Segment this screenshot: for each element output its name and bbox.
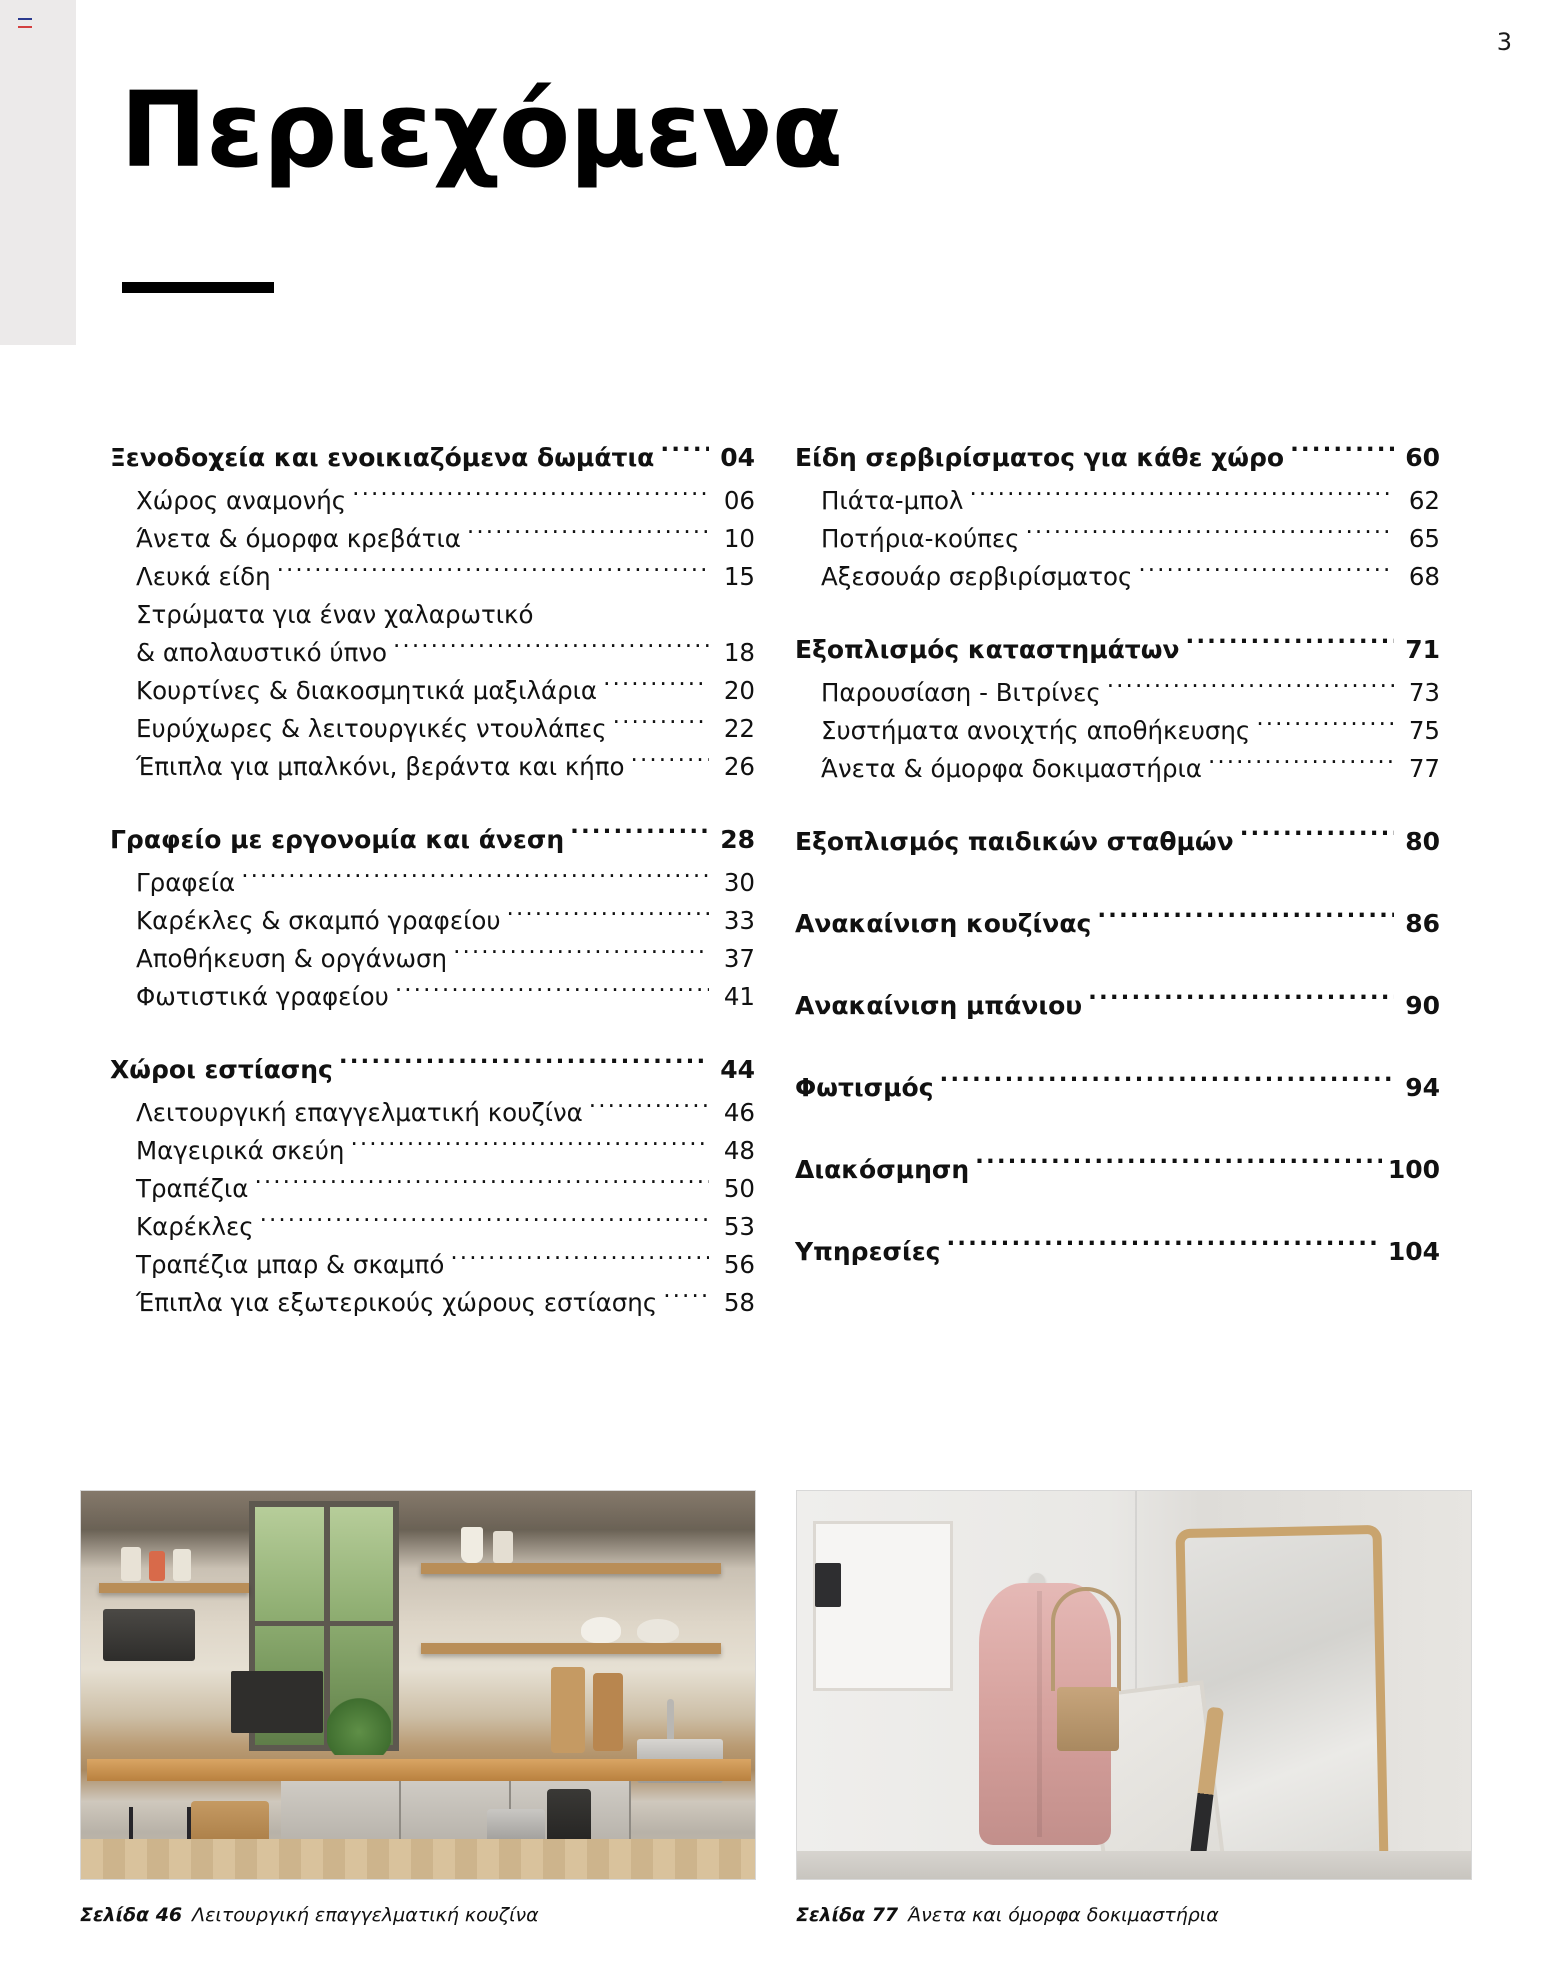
shelf: [99, 1583, 249, 1593]
toc-entry-label: Κουρτίνες & διακοσμητικά μαξιλάρια: [136, 676, 598, 705]
jar: [173, 1549, 191, 1581]
toc-entry-label: Έπιπλα για εξωτερικούς χώρους εστίασης: [136, 1288, 658, 1317]
page-number: 3: [1496, 28, 1512, 56]
toc-entry-page: 80: [1405, 827, 1440, 856]
toc-item-row[interactable]: [110, 902, 755, 940]
jar: [493, 1531, 513, 1563]
dot-leader: [1290, 441, 1394, 466]
toc-entry-page: 56: [723, 1250, 755, 1279]
appliance: [103, 1609, 195, 1661]
corner-tab-block: [0, 0, 76, 345]
toc-entry-page: 20: [723, 676, 755, 705]
figure-caption: [80, 1902, 756, 1928]
dot-leader: [589, 1097, 709, 1122]
dot-leader: [946, 1235, 1381, 1260]
toc-entry-label: Ευρύχωρες & λειτουργικές ντουλάπες: [136, 714, 607, 743]
toc-entry-page: 75: [1408, 716, 1440, 745]
caption-text: Λειτουργική επαγγελματική κουζίνα: [192, 1904, 539, 1926]
dot-leader: [241, 867, 709, 892]
toc-entry-label: Λειτουργική επαγγελματική κουζίνα: [136, 1098, 583, 1127]
dot-leader: [450, 1249, 709, 1274]
dot-leader: [393, 637, 709, 662]
toc-entry-label: Αξεσουάρ σερβιρίσματος: [821, 562, 1133, 591]
dot-leader: [940, 1071, 1394, 1096]
toc-entry-page: 65: [1408, 524, 1440, 553]
toc-entry-page: 26: [723, 752, 755, 781]
handbag: [1057, 1687, 1119, 1751]
dot-leader: [1240, 825, 1394, 850]
toc-entry-page: 10: [723, 524, 755, 553]
toc-entry-label: Παρουσίαση - Βιτρίνες: [821, 678, 1101, 707]
toc-item-row[interactable]: [110, 864, 755, 902]
toc-entry-label: Καρέκλες: [136, 1212, 254, 1241]
fitting-room-photo: [796, 1490, 1472, 1880]
toc-group: [795, 904, 1440, 944]
dot-leader: [603, 675, 709, 700]
bag-strap: [1051, 1587, 1121, 1691]
toc-entry-label: Έπιπλα για μπαλκόνι, βεράντα και κήπο: [136, 752, 625, 781]
toc-entry-label: Εξοπλισμός παιδικών σταθμών: [795, 827, 1234, 856]
toc-entry-label: Καρέκλες & σκαμπό γραφείου: [136, 906, 501, 935]
toc-group: [110, 438, 755, 786]
toc-entry-label: Ανακαίνιση κουζίνας: [795, 909, 1092, 938]
dot-leader: [975, 1153, 1382, 1178]
toc-entry-page: 90: [1405, 991, 1440, 1020]
toc-item-row[interactable]: [795, 712, 1440, 750]
toc-entry-label: Γραφεία: [136, 868, 236, 897]
caption-page-ref: Σελίδα 46: [80, 1904, 183, 1926]
page-title: Περιεχόμενα: [120, 69, 843, 191]
chalkboard: [231, 1671, 323, 1733]
figure-gallery: [80, 1490, 1472, 1928]
dot-leader: [1186, 633, 1395, 658]
light-switch: [815, 1563, 841, 1607]
toc-item-row[interactable]: [110, 1170, 755, 1208]
toc-entry-label: Γραφείο με εργονομία και άνεση: [110, 825, 565, 854]
faucet: [667, 1699, 674, 1743]
toc-entry-label: Ξενοδοχεία και ενοικιαζόμενα δωμάτια: [110, 443, 655, 472]
toc-entry-page: 37: [723, 944, 755, 973]
caption-page-ref: Σελίδα 77: [796, 1904, 899, 1926]
shelf: [421, 1563, 721, 1574]
toc-entry-label: Είδη σερβιρίσματος για κάθε χώρο: [795, 443, 1285, 472]
toc-right-column: [795, 438, 1440, 1322]
toc-entry-page: 22: [723, 714, 755, 743]
toc-entry-page: 18: [723, 638, 755, 667]
toc-item-row[interactable]: [795, 482, 1440, 520]
toc-entry-page: 28: [720, 825, 755, 854]
shelf: [421, 1643, 721, 1654]
toc-entry-page: 15: [723, 562, 755, 591]
toc-entry-label: Άνετα & όμορφα κρεβάτια: [136, 524, 461, 553]
toc-group: [795, 630, 1440, 788]
cutting-board: [593, 1673, 623, 1751]
toc-entry-page: 46: [723, 1098, 755, 1127]
toc-entry-page: 60: [1405, 443, 1440, 472]
toc-entry-label: Λευκά είδη: [136, 562, 271, 591]
toc-entry-page: 62: [1408, 486, 1440, 515]
toc-item-row[interactable]: [110, 1094, 755, 1132]
toc-item-row[interactable]: [110, 520, 755, 558]
dot-leader: [1026, 523, 1394, 548]
toc-entry-label: Ανακαίνιση μπάνιου: [795, 991, 1083, 1020]
title-underline-rule: [122, 282, 274, 293]
figure-fitting-room: [796, 1490, 1472, 1928]
toc-item-row[interactable]: [110, 672, 755, 710]
toc-entry-label: Συστήματα ανοιχτής αποθήκευσης: [821, 716, 1251, 745]
toc-entry-label: Διακόσμηση: [795, 1155, 970, 1184]
toc-item-row[interactable]: [110, 1208, 755, 1246]
toc-entry-label: Χώρος αναμονής: [136, 486, 347, 515]
toc-entry-label: Φωτισμός: [795, 1073, 934, 1102]
dot-leader: [352, 485, 709, 510]
toc-entry-label: & απολαυστικό ύπνο: [136, 638, 387, 667]
dot-leader: [350, 1135, 709, 1160]
dot-leader: [1138, 561, 1394, 586]
toc-section-row[interactable]: [110, 1050, 755, 1090]
toc-section-row[interactable]: [795, 630, 1440, 670]
toc-entry-label: Μαγειρικά σκεύη: [136, 1136, 345, 1165]
toc-entry-label: Χώροι εστίασης: [110, 1055, 333, 1084]
flag-mark-icon: [18, 18, 32, 28]
toc-entry-page: 100: [1387, 1155, 1440, 1184]
toc-section-row[interactable]: [795, 1150, 1440, 1190]
toc-group: [110, 820, 755, 1016]
dot-leader: [1088, 989, 1394, 1014]
jar: [149, 1551, 165, 1581]
dot-leader: [260, 1211, 709, 1236]
dot-leader: [254, 1173, 709, 1198]
toc-group: [795, 1232, 1440, 1272]
toc-entry-page: 77: [1408, 754, 1440, 783]
dot-leader: [467, 523, 709, 548]
toc-entry-page: 50: [723, 1174, 755, 1203]
jar: [461, 1527, 483, 1563]
toc-section-row[interactable]: [110, 820, 755, 860]
toc-entry-label: Φωτιστικά γραφείου: [136, 982, 389, 1011]
toc-group: [795, 986, 1440, 1026]
toc-section-row[interactable]: [795, 986, 1440, 1026]
toc-section-row[interactable]: [795, 438, 1440, 478]
toc-section-row[interactable]: [110, 438, 755, 478]
toc-entry-page: 71: [1405, 635, 1440, 664]
toc-left-column: [110, 438, 755, 1322]
dot-leader: [613, 713, 709, 738]
toc-item-row[interactable]: [110, 558, 755, 596]
toc-item-row[interactable]: [110, 710, 755, 748]
toc-entry-page: 41: [723, 982, 755, 1011]
toc-entry-label: Υπηρεσίες: [795, 1237, 941, 1266]
caption-text: Άνετα και όμορφα δοκιμαστήρια: [908, 1904, 1219, 1926]
dot-leader: [507, 905, 709, 930]
dot-leader: [453, 943, 709, 968]
floor: [797, 1851, 1471, 1879]
toc-entry-page: 94: [1405, 1073, 1440, 1102]
toc-section-row[interactable]: [795, 1068, 1440, 1108]
dot-leader: [1107, 677, 1394, 702]
toc-item-multiline[interactable]: [110, 596, 755, 672]
dot-leader: [969, 485, 1394, 510]
toc-entry-page: 68: [1408, 562, 1440, 591]
toc-entry-label-line1: Στρώματα για έναν χαλαρωτικό: [136, 600, 534, 629]
toc-entry-page: 104: [1387, 1237, 1440, 1266]
toc-entry-page: 86: [1405, 909, 1440, 938]
dot-leader: [660, 441, 709, 466]
dot-leader: [631, 751, 709, 776]
toc-section-row[interactable]: [795, 822, 1440, 862]
toc-item-row[interactable]: [110, 482, 755, 520]
toc-entry-page: 44: [720, 1055, 755, 1084]
toc-entry-label: Τραπέζια μπαρ & σκαμπό: [136, 1250, 445, 1279]
toc-entry-label-line2[interactable]: [136, 634, 755, 672]
toc-entry-label: Τραπέζια: [136, 1174, 249, 1203]
toc-item-row[interactable]: [110, 748, 755, 786]
toc-item-row[interactable]: [110, 940, 755, 978]
toc-section-row[interactable]: [795, 1232, 1440, 1272]
toc-group: [795, 1068, 1440, 1108]
toc-item-row[interactable]: [110, 1246, 755, 1284]
toc-entry-page: 58: [723, 1288, 755, 1317]
dot-leader: [1097, 907, 1394, 932]
toc-item-row[interactable]: [795, 674, 1440, 712]
toc-entry-page: 30: [723, 868, 755, 897]
toc-group: [110, 1050, 755, 1322]
toc-group: [795, 1150, 1440, 1190]
bowl: [637, 1619, 679, 1643]
kitchen-photo: [80, 1490, 756, 1880]
toc-entry-label: Άνετα & όμορφα δοκιμαστήρια: [821, 754, 1202, 783]
toc-section-row[interactable]: [795, 904, 1440, 944]
toc-entry-page: 73: [1408, 678, 1440, 707]
toc-entry-label: Εξοπλισμός καταστημάτων: [795, 635, 1180, 664]
table-of-contents: [110, 438, 1440, 1322]
countertop: [87, 1759, 751, 1781]
toc-entry-label: Ποτήρια-κούπες: [821, 524, 1020, 553]
dot-leader: [395, 981, 709, 1006]
toc-entry-page: 33: [723, 906, 755, 935]
toc-entry-label: Αποθήκευση & οργάνωση: [136, 944, 448, 973]
bowl: [581, 1617, 621, 1643]
toc-entry-page: 53: [723, 1212, 755, 1241]
figure-kitchen: [80, 1490, 756, 1928]
toc-group: [795, 438, 1440, 596]
plant: [327, 1697, 391, 1755]
toc-item-row[interactable]: [795, 520, 1440, 558]
dot-leader: [1208, 753, 1394, 778]
toc-item-row[interactable]: [795, 558, 1440, 596]
toc-group: [795, 822, 1440, 862]
dot-leader: [663, 1287, 709, 1312]
toc-item-row[interactable]: [110, 978, 755, 1016]
toc-entry-page: 06: [723, 486, 755, 515]
toc-entry-page: 48: [723, 1136, 755, 1165]
toc-item-row[interactable]: [110, 1284, 755, 1322]
toc-entry-page: 04: [720, 443, 755, 472]
jar: [121, 1547, 141, 1581]
dot-leader: [570, 823, 709, 848]
dot-leader: [277, 561, 709, 586]
floor: [81, 1839, 755, 1880]
figure-caption: [796, 1902, 1472, 1928]
dot-leader: [1256, 715, 1394, 740]
toc-entry-label: Πιάτα-μπολ: [821, 486, 964, 515]
toc-item-row[interactable]: [110, 1132, 755, 1170]
toc-item-row[interactable]: [795, 750, 1440, 788]
dot-leader: [339, 1053, 709, 1078]
cutting-board: [551, 1667, 585, 1753]
